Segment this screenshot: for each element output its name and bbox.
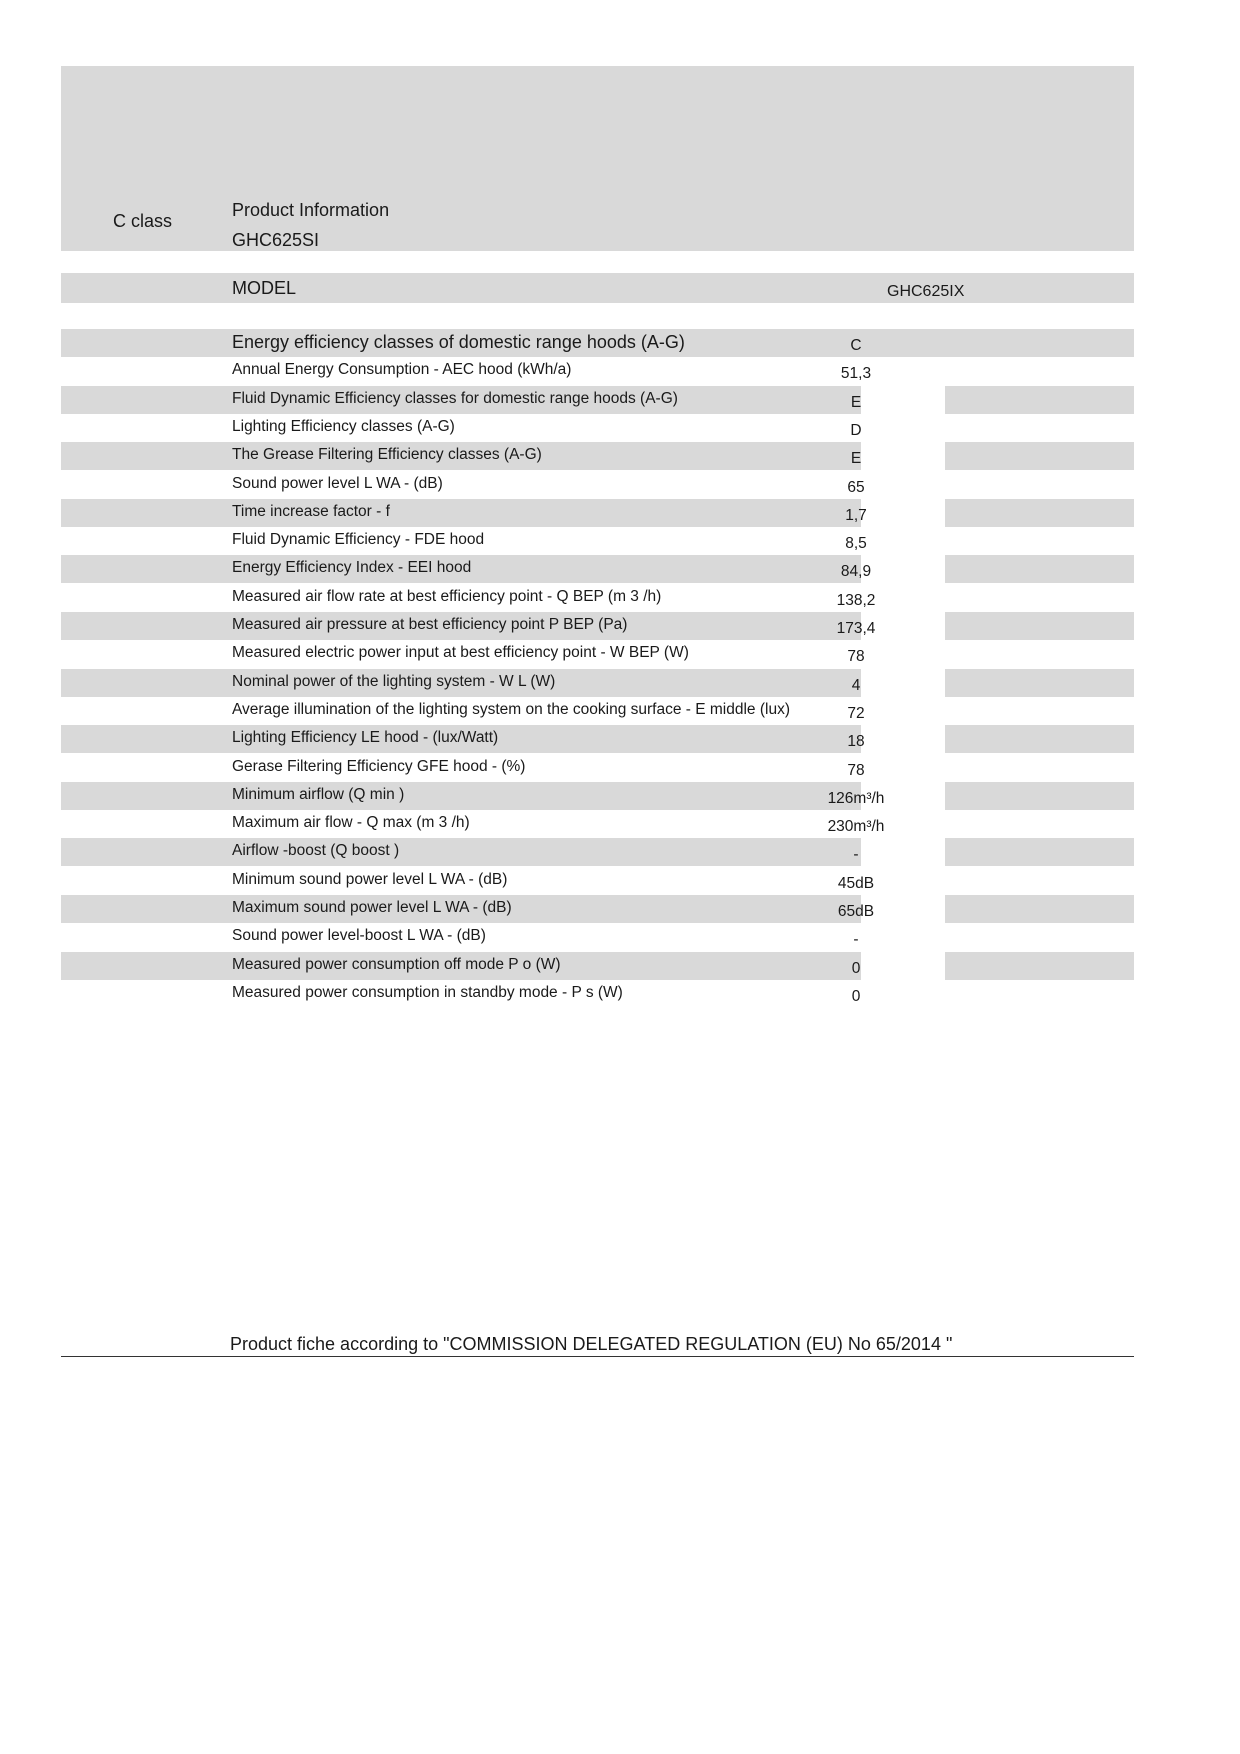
row-value: 72 [847, 704, 865, 722]
row-label: Measured air flow rate at best efficiency point - Q BEP (m 3 /h) [232, 587, 662, 605]
table-row [61, 499, 1134, 527]
row-label: Energy Efficiency Index - EEI hood [232, 559, 472, 577]
table-row [61, 357, 1134, 385]
row-value: 1,7 [845, 506, 867, 524]
row-value: 8,5 [845, 535, 867, 553]
row-label: Fluid Dynamic Efficiency classes for domestic range hoods (A-G) [232, 389, 678, 407]
row-value: 78 [847, 761, 865, 779]
table-row [61, 838, 1134, 866]
row-value: 65dB [837, 903, 875, 920]
footer-divider [61, 1356, 1134, 1357]
table-row [61, 329, 1134, 357]
row-value: 78 [847, 648, 865, 666]
row-value: 173,4 [836, 620, 876, 637]
row-label: Fluid Dynamic Efficiency - FDE hood [232, 531, 485, 549]
row-value: E [850, 450, 862, 468]
model-label: MODEL [232, 278, 297, 298]
table-row [61, 386, 1134, 414]
row-value: 230m³/h [827, 818, 885, 836]
table-row [61, 810, 1134, 838]
model-value: GHC625IX [887, 283, 965, 300]
table-row [61, 612, 1134, 640]
row-value: 4 [851, 676, 861, 694]
row-label: Lighting Efficiency LE hood - (lux/Watt) [232, 729, 499, 747]
row-value: C [850, 337, 862, 354]
row-label: Sound power level-boost L WA - (dB) [232, 927, 486, 945]
product-code: GHC625SI [232, 230, 320, 250]
row-label: Minimum airflow (Q min ) [232, 785, 405, 803]
table-row [61, 952, 1134, 980]
table-row [61, 640, 1134, 668]
energy-class-label: C class [113, 211, 173, 231]
row-label: Gerase Filtering Efficiency GFE hood - (%) [232, 757, 526, 775]
row-value: 51,3 [840, 365, 872, 383]
table-row [61, 980, 1134, 1008]
row-label: Measured power consumption off mode P o (W) [232, 955, 561, 973]
table-row [61, 669, 1134, 697]
table-row [61, 867, 1134, 895]
row-label: Maximum air flow - Q max (m 3 /h) [232, 814, 470, 832]
row-label: Maximum sound power level L WA - (dB) [232, 899, 512, 916]
row-value: 65 [847, 478, 865, 496]
row-value: 0 [851, 987, 861, 1005]
row-value: D [850, 421, 862, 439]
table-row [61, 442, 1134, 470]
row-label: Sound power level L WA - (dB) [232, 474, 443, 492]
row-value: - [853, 846, 859, 864]
table-row [61, 414, 1134, 442]
table-row [61, 782, 1134, 810]
row-value: E [850, 393, 862, 411]
row-value: 126m³/h [827, 789, 885, 807]
table-row [61, 895, 1134, 923]
table-row [61, 725, 1134, 753]
table-row [61, 754, 1134, 782]
row-label: Lighting Efficiency classes (A-G) [232, 417, 455, 435]
row-value: 18 [847, 733, 865, 751]
row-label: The Grease Filtering Efficiency classes (A-G) [232, 446, 542, 464]
row-value: 138,2 [836, 591, 876, 609]
row-label: Airflow -boost (Q boost ) [232, 842, 400, 860]
row-label: Energy efficiency classes of domestic range hoods (A-G) [232, 332, 685, 352]
row-label: Annual Energy Consumption - AEC hood (kWh/a) [232, 361, 572, 379]
table-row [61, 555, 1134, 583]
product-information-title: Product Information [232, 200, 390, 220]
row-label: Average illumination of the lighting system on the cooking surface - E middle (lux) [232, 700, 790, 718]
row-label: Minimum sound power level L WA - (dB) [232, 870, 508, 888]
table-row [61, 471, 1134, 499]
row-label: Measured electric power input at best efficiency point - W BEP (W) [232, 644, 689, 662]
row-value: - [853, 931, 859, 949]
table-row [61, 923, 1134, 951]
row-label: Nominal power of the lighting system - W L (W) [232, 672, 556, 690]
row-label: Measured power consumption in standby mode - P s (W) [232, 983, 623, 1001]
row-value: 0 [851, 959, 861, 977]
row-label: Measured air pressure at best efficiency point P BEP (Pa) [232, 616, 628, 633]
regulation-footer: Product fiche according to "COMMISSION DELEGATED REGULATION (EU) No 65/2014 " [230, 1334, 953, 1354]
row-value: 45dB [837, 874, 875, 892]
row-value: 84,9 [840, 563, 872, 581]
table-row [61, 697, 1134, 725]
table-row [61, 584, 1134, 612]
table-row [61, 527, 1134, 555]
row-label: Time increase factor - f [232, 502, 390, 520]
